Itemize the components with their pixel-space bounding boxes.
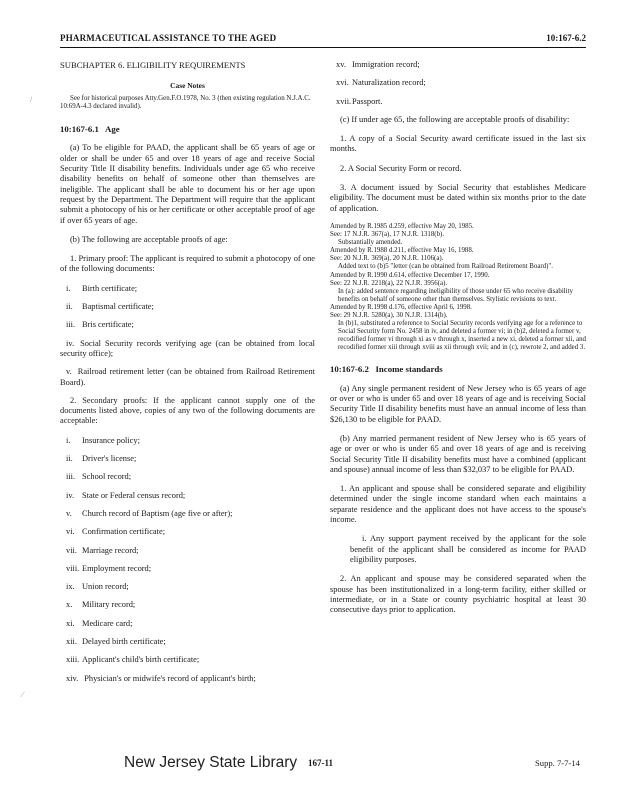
history-line: In (b)1, substituted a reference to Social Security records verifying age for a reference to Social Security form No. 2458 in iv, and deleted a former vi; in (b)2, deleted a former v, recodified former vi through xi as v through x, inserted a new xi, deleted a former xii, and recodified former xiii through xviii as xii through xvii; and in (c), rewrote 2, and added 3. [338, 320, 586, 352]
disability-proof-2: 2. A Social Security Form or record. [340, 163, 462, 173]
disability-proof-3: 3. A document issued by Social Security that establishes Medicare eligibility. The document must be dated within six months prior to the date of application. [330, 183, 586, 213]
list-item: xv. Immigration record; [336, 60, 420, 69]
secondary-proof-paragraph: 2. Secondary proofs: If the applicant cannot supply one of the documents listed above, copies of any two of the following documents are acceptable: [60, 395, 315, 426]
history-line: Amended by R.1998 d.176, effective April 6, 1998. [330, 303, 472, 311]
list-item: iv. Social Security records verifying age (can be obtained from local security office); [60, 338, 315, 358]
history-line: Amended by R.1988 d.211, effective May 16, 1988. [330, 247, 474, 255]
list-item: xvii. Passport. [336, 96, 383, 106]
section-title: Age [104, 124, 120, 135]
history-line: See: 29 N.J.R. 5280(a), 30 N.J.R. 1314(b). [330, 312, 448, 319]
left-column [60, 60, 315, 692]
list-item: i. Birth certificate; [66, 283, 138, 293]
section-heading-age [60, 124, 315, 134]
history-line: See: 22 N.J.R. 2218(a), 22 N.J.R. 3956(a). [330, 279, 448, 287]
income-paragraph-a: (a) Any single permanent resident of New Jersey who is 65 years of age or over or who is under 65 and over 18 years of age and is receiving Social Security Title II disability benefits must have an annual income of less than $26,130 to be eligible for PAAD. [330, 383, 586, 424]
disability-proof-1: 1. A copy of a Social Security award certificate issued in the last six months. [330, 134, 586, 154]
amendment-history [330, 223, 586, 353]
history-line: Amended by R.1985 d.259, effective May 20, 1985. [330, 222, 474, 230]
income-paragraph-b2: 2. An applicant and spouse may be considered separated when the spouse has been institutionalized in a long-term facility, either skilled or intermediate, or in a State or county psychiatric hospital at least 30 consecutive days prior to application. [330, 574, 586, 615]
list-item: ii. Driver's license; [66, 454, 137, 464]
page-number: 167-11 [308, 758, 334, 768]
list-item: x. Military record; [66, 600, 136, 610]
case-notes-title: Case Notes [170, 81, 205, 91]
list-item: xvi. Naturalization record; [336, 78, 426, 88]
history-line: See: 17 N.J.R. 367(a), 17 N.J.R. 1318(b). [330, 231, 445, 239]
section-title: Income standards [375, 364, 443, 375]
section-number: 10:167-6.2 [330, 364, 369, 375]
income-paragraph-b1i: i. Any support payment received by the applicant for the sole benefit of the applicant shall be considered as income for PAAD eligibility purposes. [350, 534, 586, 564]
list-item: v. Railroad retirement letter (can be obtained from Railroad Retirement Board). [60, 367, 315, 387]
section-number: 10:167-6.1 [60, 124, 99, 135]
history-line: See: 20 N.J.R. 369(a), 20 N.J.R. 1106(a). [330, 255, 444, 263]
list-item: i. Insurance policy; [66, 435, 140, 445]
case-notes-text: See for historical purposes Atty.Gen.F.O.1978, No. 3 (then existing regulation N.J.A.C. 10:69A-4.3 declared invalid). [60, 94, 311, 110]
history-line: Amended by R.1990 d.614, effective December 17, 1990. [330, 271, 490, 279]
income-paragraph-b: (b) Any married permanent resident of New Jersey who is 65 years of age or over or who is under 65 and over 18 years of age and is receiving Social Security Title II disability benefits must have a combined (applicant and spouse) annual income of less than $32,037 to be eligible for PAAD. [330, 433, 586, 474]
paragraph-a: (a) To be eligible for PAAD, the applicant shall be 65 years of age or older or shall be under 65 and over 18 years of age and receive Social Security Title II disability benefits. Individuals under age 65 who receive disability benefits on behalf of someone other than themselves are ineligible. The applicant shall be able to document his or her age upon request by the Department. The Department will require that the applicant submit a photocopy of his or her certificate or other acceptable proof of age if over 65 years of age. [60, 143, 315, 225]
list-item: xiii. Applicant's child's birth certificate; [66, 655, 200, 665]
list-item: vii. Marriage record; [66, 545, 139, 555]
header-title: PHARMACEUTICAL ASSISTANCE TO THE AGED [60, 33, 277, 43]
list-item: iv. State or Federal census record; [66, 490, 186, 500]
history-line: Substantially amended. [338, 239, 403, 247]
margin-mark: ∕ [22, 690, 24, 699]
subchapter-heading: SUBCHAPTER 6. ELIGIBILITY REQUIREMENTS [60, 60, 246, 70]
primary-proof-paragraph: 1. Primary proof: The applicant is required to submit a photocopy of one of the following documents: [60, 254, 315, 274]
supplement-date: Supp. 7-7-14 [535, 758, 580, 768]
list-item: iii. School record; [66, 472, 132, 482]
list-item: viii. Employment record; [66, 563, 152, 573]
list-item: xiv. Physician's or midwife's record of applicant's birth; [66, 673, 256, 683]
paragraph-c: (c) If under age 65, the following are acceptable proofs of disability: [340, 114, 570, 124]
list-item: ii. Baptismal certificate; [66, 302, 154, 312]
list-item: xii. Delayed birth certificate; [66, 636, 166, 646]
list-item: iii. Bris certificate; [66, 320, 134, 330]
history-line: In (a): added sentence regarding ineligibility of those under 65 who receive disability benefits on behalf of someone other than themselves. Stylistic revisions to text. [338, 287, 573, 303]
list-item: ix. Union record; [66, 582, 129, 592]
list-item: v. Church record of Baptism (age five or after); [66, 508, 233, 518]
income-paragraph-b1: 1. An applicant and spouse shall be considered separate and eligibility determined under the single income standard when each maintains a separate residence and the applicant does not have access to the spouse's income. [330, 484, 586, 525]
list-item: vi. Confirmation certificate; [66, 527, 166, 537]
list-item: xi. Medicare card; [66, 618, 133, 628]
paragraph-b: (b) The following are acceptable proofs of age: [70, 234, 228, 244]
history-line: Added text to (b)5 "letter (can be obtained from Railroad Retirement Board)". [338, 263, 553, 271]
page-footer [0, 754, 618, 777]
library-watermark: New Jersey State Library [124, 754, 298, 771]
header-section-number: 10:167-6.2 [546, 33, 586, 43]
right-column [330, 60, 586, 624]
margin-mark: / [30, 95, 33, 104]
section-heading-income [330, 364, 586, 374]
running-header [60, 33, 586, 48]
